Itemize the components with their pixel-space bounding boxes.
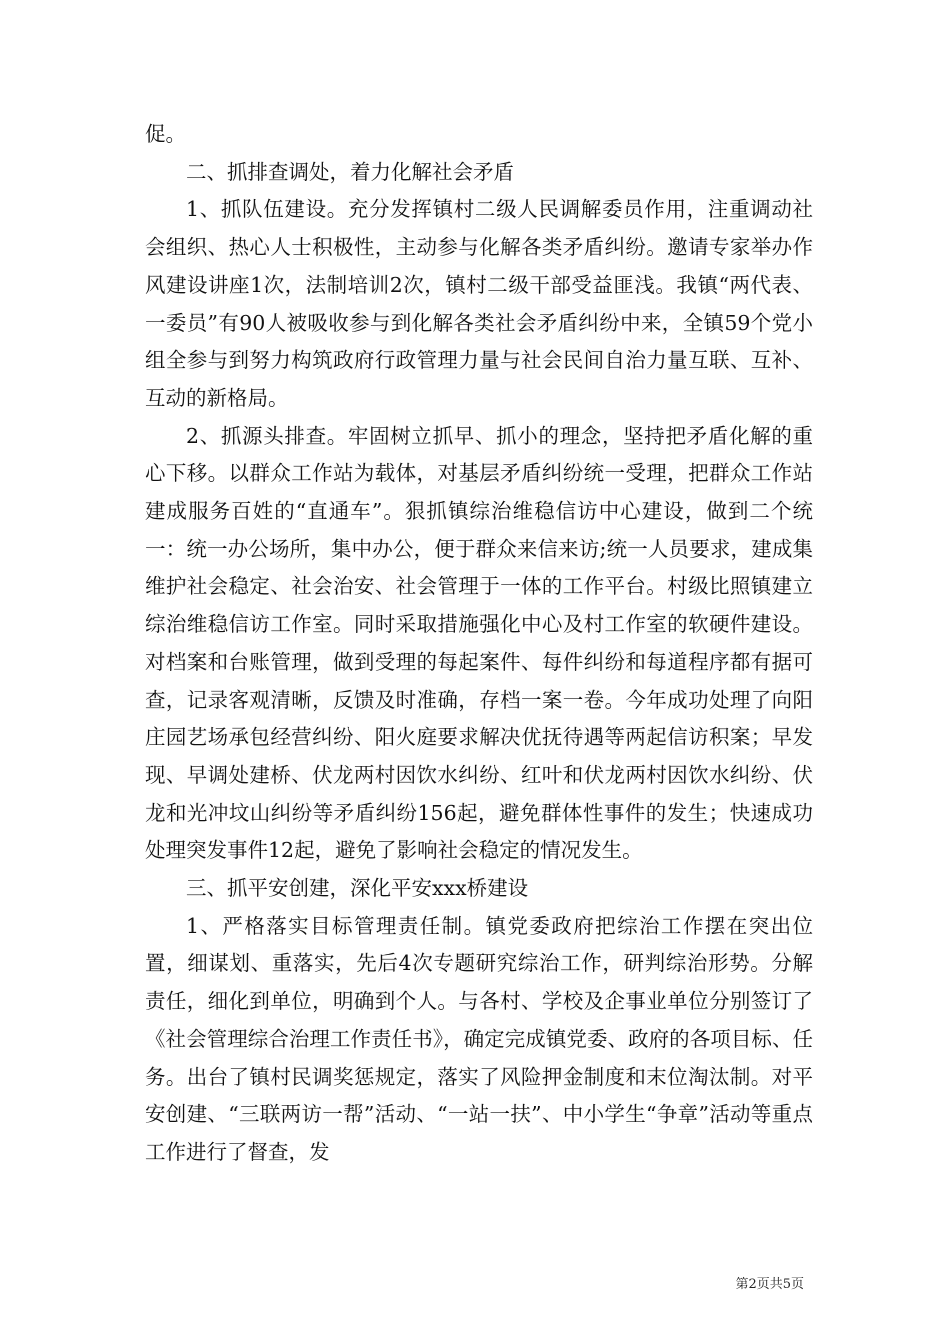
section-heading-2: 二、抓排查调处，着力化解社会矛盾	[186, 159, 514, 184]
section-heading-3: 三、抓平安创建，深化平安xxx桥建设	[186, 876, 529, 901]
paragraph-source-screening: 2、抓源头排查。牢固树立抓早、抓小的理念，坚持把矛盾化解的重心下移。以群众工作站为载体，对基层矛盾纠纷统一受理，把群众工作站建成服务百姓的“直通车”。狠抓镇综治维稳信访中心建设，做到二个统一：统一办公场所，集中办公，便于群众来信来访;统一人员要求，建成集维护社会稳定、社会治安、社会管理于一体的工作平台。村级比照镇建立综治维稳信访工作室。同时采取措施强化中心及村工作室的软硬件建设。对档案和台账管理，做到受理的每起案件、每件纠纷和每道程序都有据可查，记录客观清晰，反馈及时准确，存档一案一卷。今年成功处理了向阳庄园艺场承包经营纠纷、阳火庭要求解决优抚待遇等两起信访积案；早发现、早调处建桥、伏龙两村因饮水纠纷、红叶和伏龙两村因饮水纠纷、伏龙和光冲坟山纠纷等矛盾纠纷156起，避免群体性事件的发生；快速成功处理突发事件12起，避免了影响社会稳定的情况发生。	[145, 423, 813, 863]
page-number-footer: 第2页共5页	[735, 1277, 804, 1292]
paragraph-team-building: 1、抓队伍建设。充分发挥镇村二级人民调解委员作用，注重调动社会组织、热心人士积极性，主动参与化解各类矛盾纠纷。邀请专家举办作风建设讲座1次，法制培训2次，镇村二级干部受益匪浅。我镇“两代表、一委员”有90人被吸收参与到化解各类社会矛盾纠纷中来，全镇59个党小组全参与到努力构筑政府行政管理力量与社会民间自治力量互联、互补、互动的新格局。	[145, 197, 813, 410]
document-body	[145, 116, 813, 1172]
paragraph-responsibility-system: 1、严格落实目标管理责任制。镇党委政府把综治工作摆在突出位置，细谋划、重落实，先后4次专题研究综治工作，研判综治形势。分解责任，细化到单位，明确到个人。与各村、学校及企事业单位分别签订了《社会管理综合治理工作责任书》，确定完成镇党委、政府的各项目标、任务。出台了镇村民调奖惩规定，落实了风险押金制度和末位淘汰制。对平安创建、“三联两访一帮”活动、“一站一扶”、中小学生“争章”活动等重点工作进行了督查，发	[145, 913, 813, 1164]
paragraph-continuation: 促。	[145, 122, 186, 146]
